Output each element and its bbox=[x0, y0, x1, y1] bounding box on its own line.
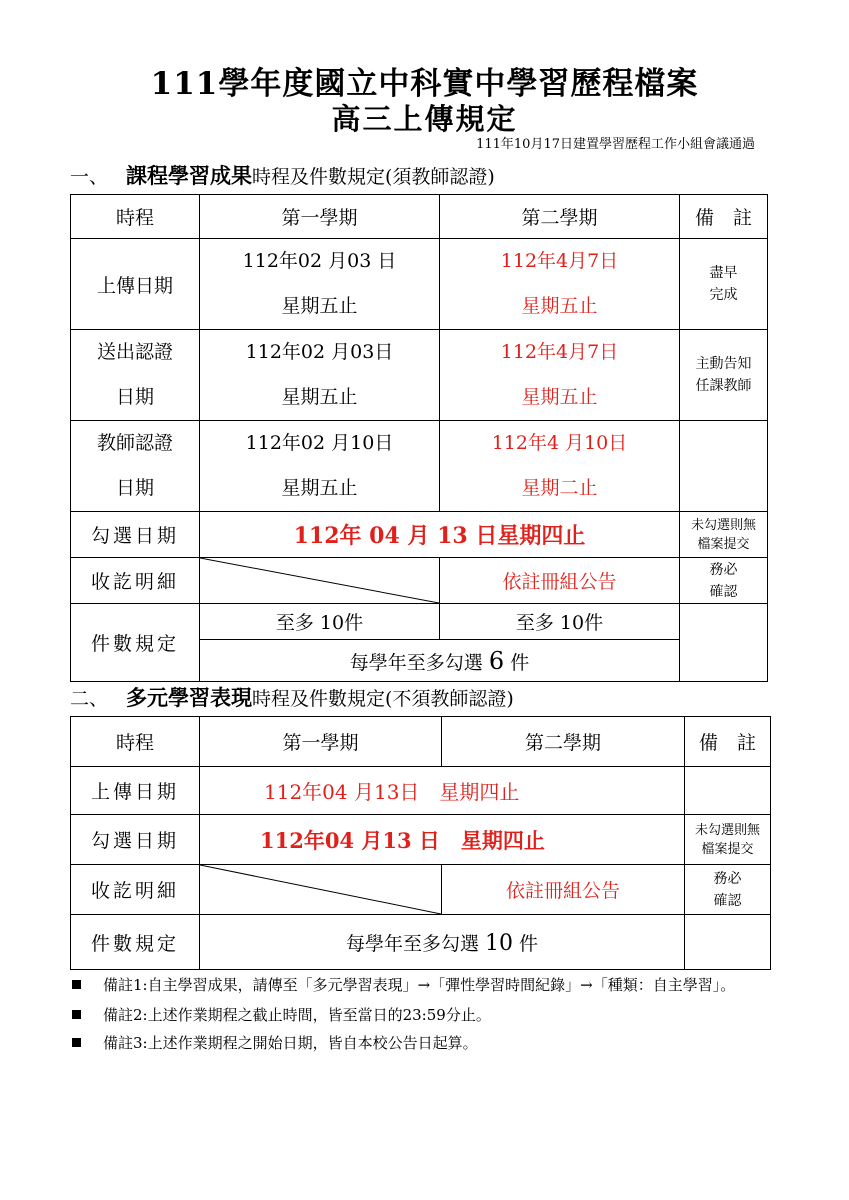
receipt2-label: 收訖明細 bbox=[71, 865, 200, 915]
send-cert-label-line1: 送出認證 bbox=[96, 341, 173, 363]
receipt-sem1-empty bbox=[200, 558, 440, 604]
notes-list bbox=[70, 972, 770, 1056]
note-item bbox=[70, 972, 770, 998]
teacher-cert-sem1-day: 星期五止 bbox=[281, 477, 358, 499]
send-cert-row bbox=[71, 330, 768, 421]
teacher-cert-label-line1: 教師認證 bbox=[96, 432, 173, 454]
send-cert-sem1 bbox=[200, 330, 440, 421]
receipt2-sem2: 依註冊組公告 bbox=[442, 865, 685, 915]
header2-semester2: 第二學期 bbox=[442, 717, 685, 767]
upload-sem1-date: 112年02 月03 日 bbox=[242, 250, 397, 272]
header-schedule: 時程 bbox=[71, 195, 200, 239]
teacher-cert-note bbox=[680, 421, 768, 512]
upload-date-sem2 bbox=[440, 239, 680, 330]
select-note-line2: 檔案提交 bbox=[697, 536, 750, 552]
send-cert-sem2 bbox=[440, 330, 680, 421]
section2-title-bold: 多元學習表現 bbox=[126, 685, 252, 710]
square-bullet-icon bbox=[72, 980, 81, 989]
section1-title-rest: 時程及件數規定(須教師認證) bbox=[252, 166, 495, 188]
teacher-cert-label-line2: 日期 bbox=[115, 477, 154, 499]
count2-yearly-prefix: 每學年至多勾選 bbox=[345, 932, 479, 955]
document-subtitle: 高三上傳規定 bbox=[331, 102, 518, 136]
section2-table bbox=[70, 716, 771, 970]
receipt-row bbox=[71, 558, 768, 604]
header-remarks: 備 註 bbox=[680, 195, 768, 239]
send-cert-label bbox=[71, 330, 200, 421]
send-cert-label-line2: 日期 bbox=[115, 386, 154, 408]
send-cert-sem2-day: 星期五止 bbox=[521, 386, 598, 408]
select2-note bbox=[685, 815, 771, 865]
count-yearly-suffix: 件 bbox=[510, 651, 530, 674]
section1-table bbox=[70, 194, 768, 682]
approval-note: 111年10月17日建置學習歷程工作小組會議通過 bbox=[476, 137, 755, 152]
upload-sem1-day: 星期五止 bbox=[281, 295, 358, 317]
receipt2-row bbox=[71, 865, 771, 915]
square-bullet-icon bbox=[72, 1038, 81, 1047]
count-sem2: 至多 10件 bbox=[440, 604, 680, 640]
send-cert-note-line2: 任課教師 bbox=[695, 378, 752, 394]
select-date-label: 勾選日期 bbox=[71, 512, 200, 558]
receipt2-note-line1: 務必 bbox=[713, 870, 742, 887]
section1-number: 一、 bbox=[70, 166, 109, 188]
upload-sem2-day: 星期五止 bbox=[521, 295, 598, 317]
table-header-row bbox=[71, 195, 768, 239]
section2-number: 二、 bbox=[70, 688, 109, 710]
select2-label: 勾選日期 bbox=[71, 815, 200, 865]
upload-note-line2: 完成 bbox=[709, 287, 738, 303]
header2-semester1: 第一學期 bbox=[200, 717, 442, 767]
select-note-line1: 未勾選則無 bbox=[690, 517, 756, 533]
send-cert-note-line1: 主動告知 bbox=[695, 356, 752, 372]
count-yearly bbox=[200, 640, 680, 682]
upload-note-line1: 盡早 bbox=[709, 265, 738, 281]
select-date-value: 112年 04 月 13 日星期四止 bbox=[200, 512, 680, 558]
header2-schedule: 時程 bbox=[71, 717, 200, 767]
upload-sem2-date: 112年4月7日 bbox=[500, 250, 619, 272]
section1-title-bold: 課程學習成果 bbox=[126, 163, 252, 188]
header-semester2: 第二學期 bbox=[440, 195, 680, 239]
section2-heading bbox=[70, 682, 514, 712]
upload-date-row bbox=[71, 239, 768, 330]
count2-yearly bbox=[200, 915, 685, 970]
count-yearly-prefix: 每學年至多勾選 bbox=[349, 651, 483, 674]
teacher-cert-sem2-date: 112年4 月10日 bbox=[491, 432, 628, 454]
select-date-row bbox=[71, 512, 768, 558]
note-item bbox=[70, 1002, 770, 1028]
receipt2-note bbox=[685, 865, 771, 915]
upload2-row bbox=[71, 767, 771, 815]
note-text-2: 備註2:上述作業期程之截止時間，皆至當日的23:59分止。 bbox=[103, 1006, 491, 1024]
count2-yearly-suffix: 件 bbox=[519, 932, 539, 955]
select2-note-line1: 未勾選則無 bbox=[694, 822, 760, 838]
receipt2-sem1-empty bbox=[200, 865, 442, 915]
upload2-label: 上傳日期 bbox=[71, 767, 200, 815]
square-bullet-icon bbox=[72, 1010, 81, 1019]
receipt-sem2: 依註冊組公告 bbox=[440, 558, 680, 604]
teacher-cert-sem1 bbox=[200, 421, 440, 512]
count2-note bbox=[685, 915, 771, 970]
send-cert-note bbox=[680, 330, 768, 421]
count2-row bbox=[71, 915, 771, 970]
select2-value: 112年04 月13 日 星期四止 bbox=[200, 815, 685, 865]
count-yearly-number: 6 bbox=[488, 646, 505, 675]
select2-note-line2: 檔案提交 bbox=[701, 841, 754, 857]
select2-row bbox=[71, 815, 771, 865]
note-text-3: 備註3:上述作業期程之開始日期，皆自本校公告日起算。 bbox=[103, 1034, 478, 1052]
section2-title-rest: 時程及件數規定(不須教師認證) bbox=[252, 688, 514, 710]
count2-label: 件數規定 bbox=[71, 915, 200, 970]
send-cert-sem1-date: 112年02 月03日 bbox=[245, 341, 394, 363]
upload-date-sem1 bbox=[200, 239, 440, 330]
diagonal-slash bbox=[200, 558, 439, 603]
upload-date-label: 上傳日期 bbox=[71, 239, 200, 330]
upload-date-note bbox=[680, 239, 768, 330]
receipt-label: 收訖明細 bbox=[71, 558, 200, 604]
document-title: 111學年度國立中科實中學習歷程檔案 bbox=[150, 66, 699, 102]
note-text-1: 備註1:自主學習成果，請傳至「多元學習表現」→「彈性學習時間紀錄」→「種類：自主學習」。 bbox=[103, 976, 736, 994]
teacher-cert-label bbox=[71, 421, 200, 512]
upload2-note bbox=[685, 767, 771, 815]
receipt-note-line2: 確認 bbox=[709, 583, 738, 600]
send-cert-sem1-day: 星期五止 bbox=[281, 386, 358, 408]
teacher-cert-sem2 bbox=[440, 421, 680, 512]
send-cert-sem2-date: 112年4月7日 bbox=[500, 341, 619, 363]
count-row bbox=[71, 604, 768, 640]
section1-heading bbox=[70, 160, 495, 190]
teacher-cert-sem2-day: 星期二止 bbox=[521, 477, 598, 499]
count-sem1: 至多 10件 bbox=[200, 604, 440, 640]
header2-remarks: 備 註 bbox=[685, 717, 771, 767]
receipt-note bbox=[680, 558, 768, 604]
receipt-note-line1: 務必 bbox=[709, 561, 738, 578]
count-label: 件數規定 bbox=[71, 604, 200, 682]
select-date-note bbox=[680, 512, 768, 558]
count2-yearly-number: 10 bbox=[485, 930, 513, 956]
diagonal-slash bbox=[200, 865, 441, 914]
receipt2-note-line2: 確認 bbox=[713, 892, 742, 909]
count-note bbox=[680, 604, 768, 682]
table2-header-row bbox=[71, 717, 771, 767]
header-semester1: 第一學期 bbox=[200, 195, 440, 239]
teacher-cert-sem1-date: 112年02 月10日 bbox=[245, 432, 394, 454]
upload2-value: 112年04 月13日 星期四止 bbox=[200, 767, 685, 815]
teacher-cert-row bbox=[71, 421, 768, 512]
note-item bbox=[70, 1030, 770, 1056]
